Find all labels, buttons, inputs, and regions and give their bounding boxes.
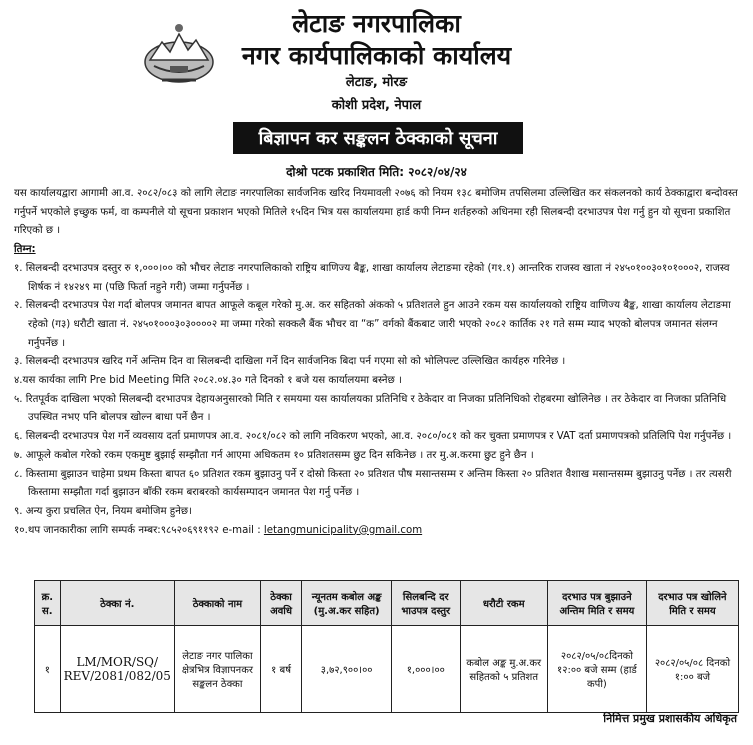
rule-item: ७. आफूले कबोल गरेको रकम एकमुष्ट बुझाई सम्झौता गर्न आएमा अधिकतम १० प्रतिशतसम्म छुट दिन सकिनेछ । तर मु.अ.करमा छुट हुने छैन । [14, 449, 534, 461]
col-header-deposit: धरौटी रकम [460, 581, 547, 626]
cell-opening-date: २०८२/०५/०८ दिनको १:०० बजे [646, 626, 738, 713]
notice-body [14, 185, 739, 540]
signature-line: निमित्त प्रमुख प्रशासकीय अधिकृत [603, 712, 737, 725]
rule-item: ४.यस कार्यका लागि Pre bid Meeting मिति २०८२.०४.३० गते दिनको १ बजे यस कार्यालयमा बस्नेछ । [14, 375, 402, 387]
rule-item: ९. अन्य कुरा प्रचलित ऐन, नियम बमोजिम हुनेछ। [14, 505, 192, 517]
cell-duration: १ बर्ष [260, 626, 301, 713]
rule-item: ५. रितपूर्वक दाखिला भएको सिलबन्दी दरभाउपत्र देहायअनुसारको मिति र समयमा यस कार्यालयका प्रतिनिधि र ठेकेदार वा निजका प्रतिनिधिको रोहबरमा खोलिनेछ । तर ठेकेदार वा निजका प्रतिनिधि उपस्थित नभए पनि बोलपत्र खोल्न बाधा पर्ने छैन । [14, 393, 727, 424]
rule-item: ६. सिलबन्दी दरभाउपत्र पेश गर्ने व्यवसाय दर्ता प्रमाणपत्र आ.व. २०८१/०८२ को लागि नविकरण भएको, आ.व. २०८०/०८१ को कर चुक्ता प्रमाणपत्र र VAT दर्ता प्रमाणपत्रको प्रतिलिपि पेश गर्नुपर्नेछ । [14, 431, 732, 443]
col-header-opening-date: दरभाउ पत्र खोलिने मिति र समय [646, 581, 738, 626]
col-header-duration: ठेक्का अवधि [260, 581, 301, 626]
office-province: कोशी प्रदेश, नेपाल [331, 98, 422, 113]
cell-min-bid: ३,७२,९००।०० [302, 626, 392, 713]
rule-item: ८. किस्तामा बुझाउन चाहेमा प्रथम किस्ता बापत ६० प्रतिशत रकम बुझाउनु पर्ने र दोस्रो किस्ता २० प्रतिशत पौष मसान्तसम्म र अन्तिम किस्ता २० प्रतिशत वैशाख मसान्तसम्म बुझाउनु पर्नेछ । तर त्यसरी किस्तामा सम्झौता गर्दा बुझाउन बाँकी रकम बराबरको कार्यसम्पादन जमानत पेश गर्नु पर्नेछ । [14, 468, 732, 499]
contract-table [34, 580, 739, 713]
cell-submission-deadline: २०८२/०५/०८दिनको १२:०० बजे सम्म (हार्ड कपी) [547, 626, 646, 713]
office-location: लेटाङ, मोरङ [345, 75, 408, 90]
conditions-label: तिम्न: [14, 244, 36, 256]
rule-item: १. सिलबन्दी दरभाउपत्र दस्तुर रु १,०००।०० को भौचर लेटाङ नगरपालिकाको राष्ट्रिय बाणिज्य बैङ्क, शाखा कार्यालय लेटाङमा रहेको (ग१.१) आन्तरिक राजस्व खाता नं २४५०१००३०१०१०००२, राजस्व शिर्षक नं १४२४९ मा (पछि फिर्ता नहुने गरी) जम्मा गर्नुपर्नेछ । [14, 262, 730, 293]
col-header-contract-name: ठेक्काको नाम [174, 581, 260, 626]
cell-deposit: कबोल अङ्क मु.अ.कर सहितको ५ प्रतिशत [460, 626, 547, 713]
col-header-submission-deadline: दरभाउ पत्र बुझाउने अन्तिम मिति र समय [547, 581, 646, 626]
table-header-row [35, 581, 739, 626]
cell-bid-fee: १,०००।०० [392, 626, 460, 713]
col-header-sn: क्र. स. [35, 581, 61, 626]
cell-sn: १ [35, 626, 61, 713]
office-subtitle: नगर कार्यपालिकाको कार्यालय [241, 41, 512, 70]
col-header-bid-fee: सिलबन्दि दर भाउपत्र दस्तुर [392, 581, 460, 626]
contact-email-link[interactable]: letangmunicipality@gmail.com [263, 524, 423, 536]
contact-text: १०.थप जानकारीका लागि सम्पर्क नम्बर:९८५२०६९११९२ e-mail : [14, 524, 264, 536]
col-header-min-bid: न्यूनतम कबोल अङ्क (मु.अ.कर सहित) [302, 581, 392, 626]
contact-line [14, 522, 739, 541]
table-row [35, 626, 739, 713]
rule-item: २. सिलबन्दी दरभाउपत्र पेश गर्दा बोलपत्र जमानत बापत आफूले कबूल गरेको मु.अ. कर सहितको अंकको ५ प्रतिशतले हुन आउने रकम यस कार्यालयको राष्ट्रिय वाणिज्य बैङ्क, शाखा कार्यालय लेटाङमा रहेको (ग३) धरौटी खाता नं. २४५०१०००३०३००००२ मा जम्मा गरेको सक्कलै बैंक भौचर वा “क” वर्गको बैंकबाट जारी भएको २०८२ कार्तिक २१ गते सम्म म्याद भएको बोलपत्र जमानत संलग्न गर्नुपर्नेछ । [14, 300, 731, 349]
notice-title: बिज्ञापन कर सङ्कलन ठेक्काको सूचना [233, 122, 523, 154]
cell-contract-name: लेटाङ नगर पालिका क्षेत्रभित्र विज्ञापनकर सङ्कलन ठेक्का [174, 626, 260, 713]
office-name: लेटाङ नगरपालिका [292, 9, 461, 38]
cell-contract-no: LM/MOR/SQ/ REV/2081/082/05 [60, 626, 174, 713]
published-date: दोश्रो पटक प्रकाशित मिति: २०८२/०४/२४ [286, 165, 467, 179]
col-header-contract-no: ठेक्का नं. [60, 581, 174, 626]
rule-item: ३. सिलबन्दी दरभाउपत्र खरिद गर्ने अन्तिम दिन वा सिलबन्दी दाखिला गर्ने दिन सार्वजनिक बिदा पर्न गएमा सो को भोलिपल्ट उल्लिखित कार्यहरु गरिनेछ । [14, 356, 566, 368]
intro-paragraph: यस कार्यालयद्वारा आगामी आ.व. २०८२/०८३ को लागि लेटाङ नगरपालिका सार्वजनिक खरिद नियमावली २०७६ को नियम १३८ बमोजिम तपसिलमा उल्लिखित कर संकलनको कार्य ठेक्काद्वारा बन्दोवस्त गर्नुपर्ने भएकोले इच्छुक फर्म, वा कम्पनीले यो सूचना प्रकाशन भएको मितिले १५दिन भित्र यस कार्यालयमा हार्ड कपी निम्न शर्तहरुको अधिनमा रही सिलबन्दी दरभाउपत्र पेश गर्नु हुन यो सूचना प्रकाशित गरिएको छ । [14, 188, 738, 237]
